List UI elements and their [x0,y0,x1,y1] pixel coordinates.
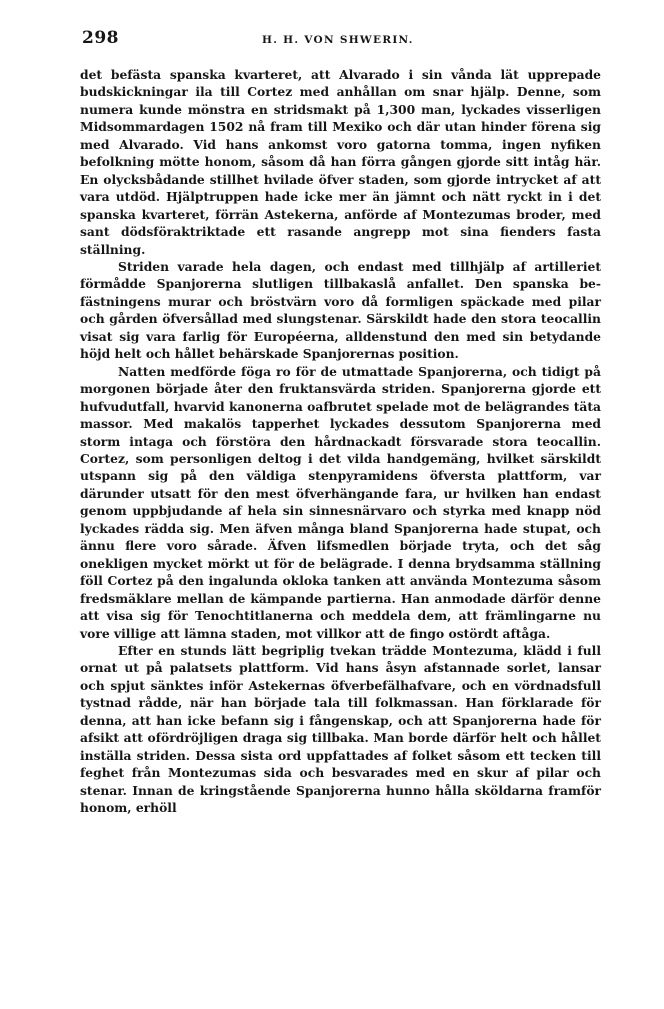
page-header [82,28,602,52]
paragraph: Efter en stunds lätt begriplig tvekan trädde Montezuma, klädd i full ornat ut på palatsets plattform. Vid hans åsyn afstannade sorlet, lansar och spjut sänktes inför Astekernas öfverbefälhafvare, och en vördnadsfull tystnad rådde, när han började tala till folkmassan. Han förklarade för denna, att han icke befann sig i fångenskap, och att Spanjorerna hade för afsikt att ofördröjligen draga sig tillbaka. Man borde därför helt och hållet inställa striden. Dessa sista ord uppfattades af folket såsom ett tecken till feghet från Montezumas sida och besvarades med en skur af pilar och stenar. Innan de kringstående Spanjorerna hunno hålla sköldarna framför honom, erhöll [80,642,601,816]
paragraph: Natten medförde föga ro för de utmattade Spanjorerna, och tidigt på morgonen började åter den fruktansvärda striden. Spanjorerna gjorde ett hufvudutfall, hvarvid kanonerna oafbrutet spelade mot de belägrandes täta massor. Med makalös tapperhet lyckades dessutom Spanjorerna med storm intaga och förstöra den hårdnackadt försvarade stora teocallin. Cortez, som personligen deltog i det vilda handgemäng, hvilket särskildt utspann sig på den väldiga stenpyramidens öfversta plattform, var därunder utsatt för den mest öfverhängande fara, ur hvilken han endast genom uppbjudande af hela sin sinnesnärvaro och styrka med knapp nöd lyckades rädda sig. Men äfven många bland Spanjorerna hade stupat, och ännu flere voro sårade. Äfven lifsmedlen började tryta, och det såg onekligen mycket mörkt ut för de belägrade. I denna brydsamma ställning föll Cortez på den ingalunda okloka tanken att använda Montezuma såsom fredsmäklare mellan de kämpande partierna. Han anmodade därför denne att visa sig för Tenochtitlanerna och meddela dem, att främlingarne nu vore villige att lämna staden, mot villkor att de fingo ostördt aftåga. [80,363,601,641]
page-number: 298 [82,28,119,48]
running-head: H. H. VON SHWERIN. [262,34,414,46]
body-text [80,66,601,816]
paragraph: det befästa spanska kvarteret, att Alvarado i sin vånda lät upprepade budskickningar ila till Cortez med anhållan om snar hjälp. Denne, som numera kunde mönstra en stridsmakt på 1,300 man, lyckades visserligen Midsommardagen 1502 nå fram till Mexiko och där utan hinder förena sig med Alvarado. Vid hans ankomst voro gatorna tomma, ingen nyfiken befolkning mötte honom, såsom då han förra gången gjorde sitt intåg här. En olycksbådande stillhet hvilade öfver staden, som gjorde intrycket af att vara utdöd. Hjälptruppen hade icke mer än jämnt och nätt ryckt in i det spanska kvarteret, förrän Astekerna, anförde af Montezumas broder, med sant dödsföraktriktade ett rasande angrepp mot sina fienders fasta ställning. [80,67,601,257]
paragraph: Striden varade hela dagen, och endast med tillhjälp af artilleriet förmådde Spanjorerna slutligen tillbakaslå anfallet. Den spanska befästningens murar och bröstvärn voro då formligen späckade med pilar och gården öfversållad med slungstenar. Särskildt hade den stora teocallin visat sig vara farlig för Européerna, alldenstund den med sin betydande höjd helt och hållet behärskade Spanjorernas position. [80,258,601,362]
